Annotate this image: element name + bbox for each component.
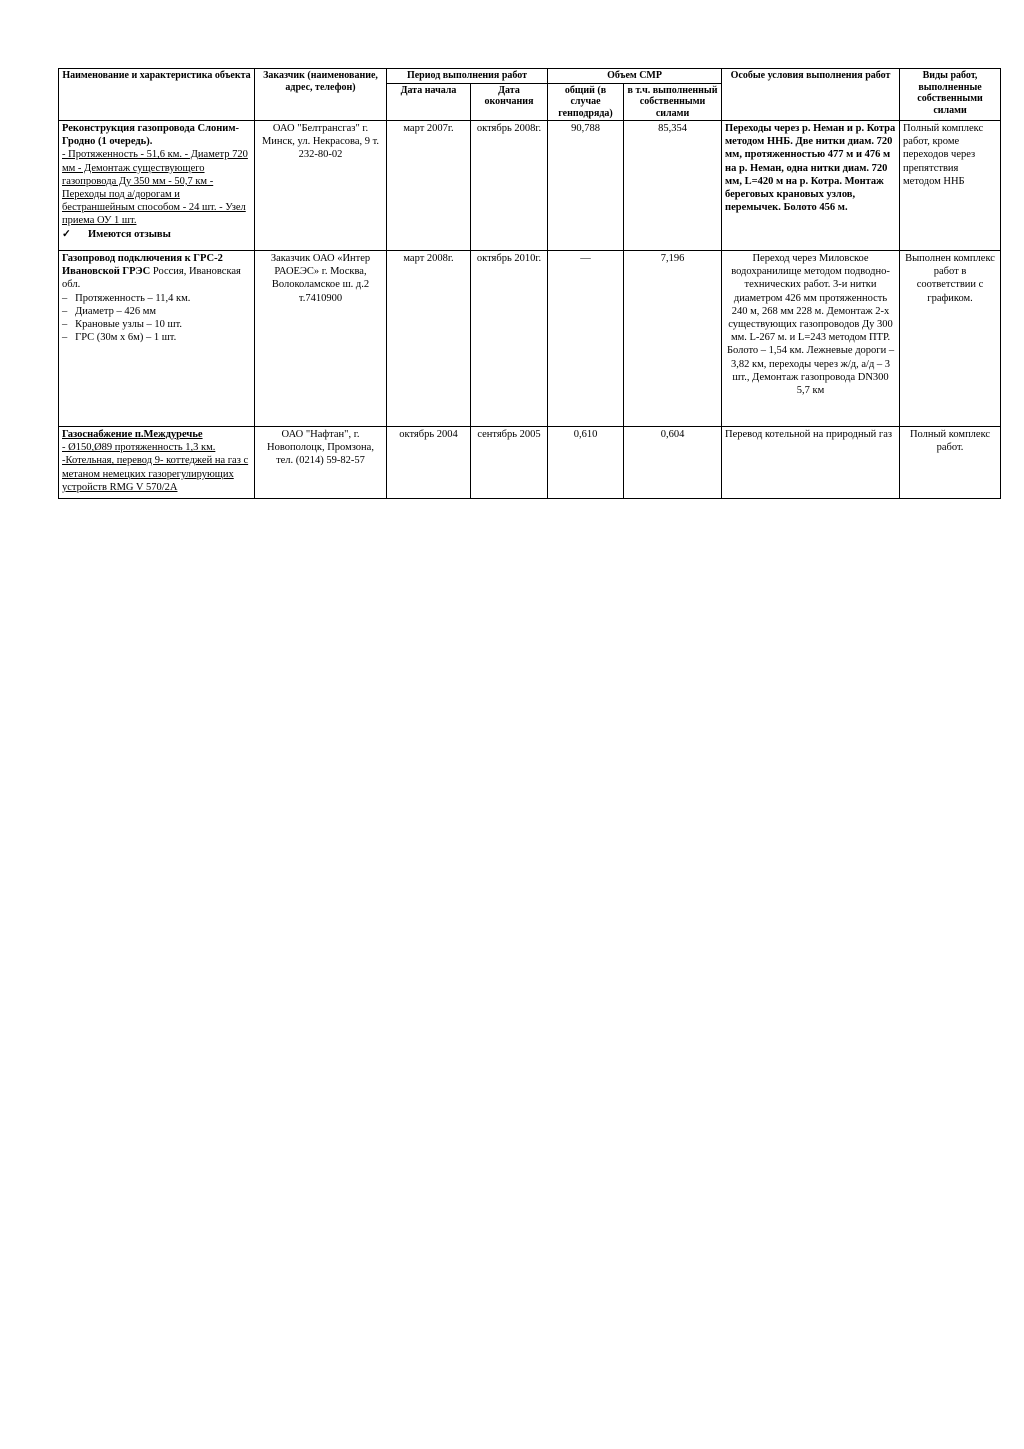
list-item: – Протяженность – 11,4 км. — [62, 292, 191, 304]
object-details: - Ø150,Ø89 протяженность 1,3 км. -Котельная, перевод 9- коттеджей на газ с метаном немецких газорегулирующих устройств RMG V 570/2A — [62, 442, 249, 493]
object-title: Реконструкция газопровода Слоним-Гродно (1 очередь). — [62, 123, 240, 148]
header-row — [59, 69, 1001, 84]
header-end: Дата окончания — [471, 83, 548, 121]
customer-cell: ОАО "Нафтан", г. Новополоцк, Промзона, тел. (0214) 59-82-57 — [255, 427, 387, 499]
conditions-cell: Перевод котельной на природный газ — [722, 427, 900, 499]
object-cell — [59, 121, 255, 251]
end-date-cell: октябрь 2010г. — [471, 251, 548, 427]
reviews-note-text: Имеются отзывы — [88, 228, 171, 240]
header-name: Наименование и характеристика объекта — [59, 69, 255, 121]
object-title: Газоснабжение п.Междуречье — [62, 429, 203, 440]
conditions-cell: Переходы через р. Неман и р. Котра методом ННБ. Две нитки диам. 720 мм, протяженностью 477 м и 476 м на р. Неман, одна нитки диам. 720 мм, L=420 м на р. Котра. Монтаж береговых крановых узлов, перемычек. Болото 456 м. — [722, 121, 900, 251]
header-kinds: Виды работ, выполненные собственными силами — [900, 69, 1001, 121]
header-period: Период выполнения работ — [387, 69, 548, 84]
end-date-cell: октябрь 2008г. — [471, 121, 548, 251]
table-row — [59, 251, 1001, 427]
checkmark-icon: ✓ — [62, 228, 71, 240]
object-cell — [59, 251, 255, 427]
customer-cell: ОАО "Белтрансгаз" г. Минск, ул. Некрасова, 9 т. 232-80-02 — [255, 121, 387, 251]
document-sheet — [58, 68, 1000, 499]
conditions-cell: Переход через Миловское водохранилище методом подводно-технических работ. 3-и нитки диаметром 426 мм протяженность 240 м, 268 мм 228 м. Демонтаж 2-х существующих газопроводов Ду 300 мм. L-267 м. и L=243 методом ПТР. Болото – 1,54 км. Лежневые дороги – 3,82 км, переходы через ж/д, а/д – 3 шт., Демонтаж газопровода DN300 5,7 км — [722, 251, 900, 427]
object-title: Газопровод подключения к ГРС-2 Ивановской ГРЭС — [62, 253, 223, 278]
header-vol-total: общий (в случае генподряда) — [548, 83, 624, 121]
kinds-cell: Полный комплекс работ. — [900, 427, 1001, 499]
end-date-cell: сентябрь 2005 — [471, 427, 548, 499]
projects-table — [58, 68, 1001, 499]
header-start: Дата начала — [387, 83, 471, 121]
table-row — [59, 121, 1001, 251]
list-item: – Крановые узлы – 10 шт. — [62, 319, 183, 331]
object-details: - Протяженность - 51,6 км. - Диаметр 720 мм - Демонтаж существующего газопровода Ду 350 мм - 50,7 км - Переходы под а/дорогам и бестраншейным способом - 24 шт. - Узел приема ОУ 1 шт. — [62, 149, 248, 227]
kinds-cell: Полный комплекс работ, кроме переходов через препятствия методом ННБ — [900, 121, 1001, 251]
volume-own-cell: 85,354 — [624, 121, 722, 251]
header-conditions: Особые условия выполнения работ — [722, 69, 900, 121]
start-date-cell: март 2007г. — [387, 121, 471, 251]
table-row — [59, 427, 1001, 499]
volume-own-cell: 7,196 — [624, 251, 722, 427]
header-volume: Объем СМР — [548, 69, 722, 84]
object-location: Россия, Ивановская обл. — [62, 266, 241, 291]
list-item: – ГРС (30м х 6м) – 1 шт. — [62, 332, 177, 344]
list-item: – Диаметр – 426 мм — [62, 305, 157, 317]
volume-total-cell: — — [548, 251, 624, 427]
volume-total-cell: 90,788 — [548, 121, 624, 251]
customer-cell: Заказчик ОАО «Интер РАОЕЭС» г. Москва, Волоколамское ш. д.2 т.7410900 — [255, 251, 387, 427]
volume-total-cell: 0,610 — [548, 427, 624, 499]
kinds-cell: Выполнен комплекс работ в соответствии с графиком. — [900, 251, 1001, 427]
start-date-cell: март 2008г. — [387, 251, 471, 427]
reviews-note — [62, 228, 251, 241]
start-date-cell: октябрь 2004 — [387, 427, 471, 499]
header-customer: Заказчик (наименование, адрес, телефон) — [255, 69, 387, 121]
volume-own-cell: 0,604 — [624, 427, 722, 499]
object-cell — [59, 427, 255, 499]
header-vol-own: в т.ч. выполненный собственными силами — [624, 83, 722, 121]
